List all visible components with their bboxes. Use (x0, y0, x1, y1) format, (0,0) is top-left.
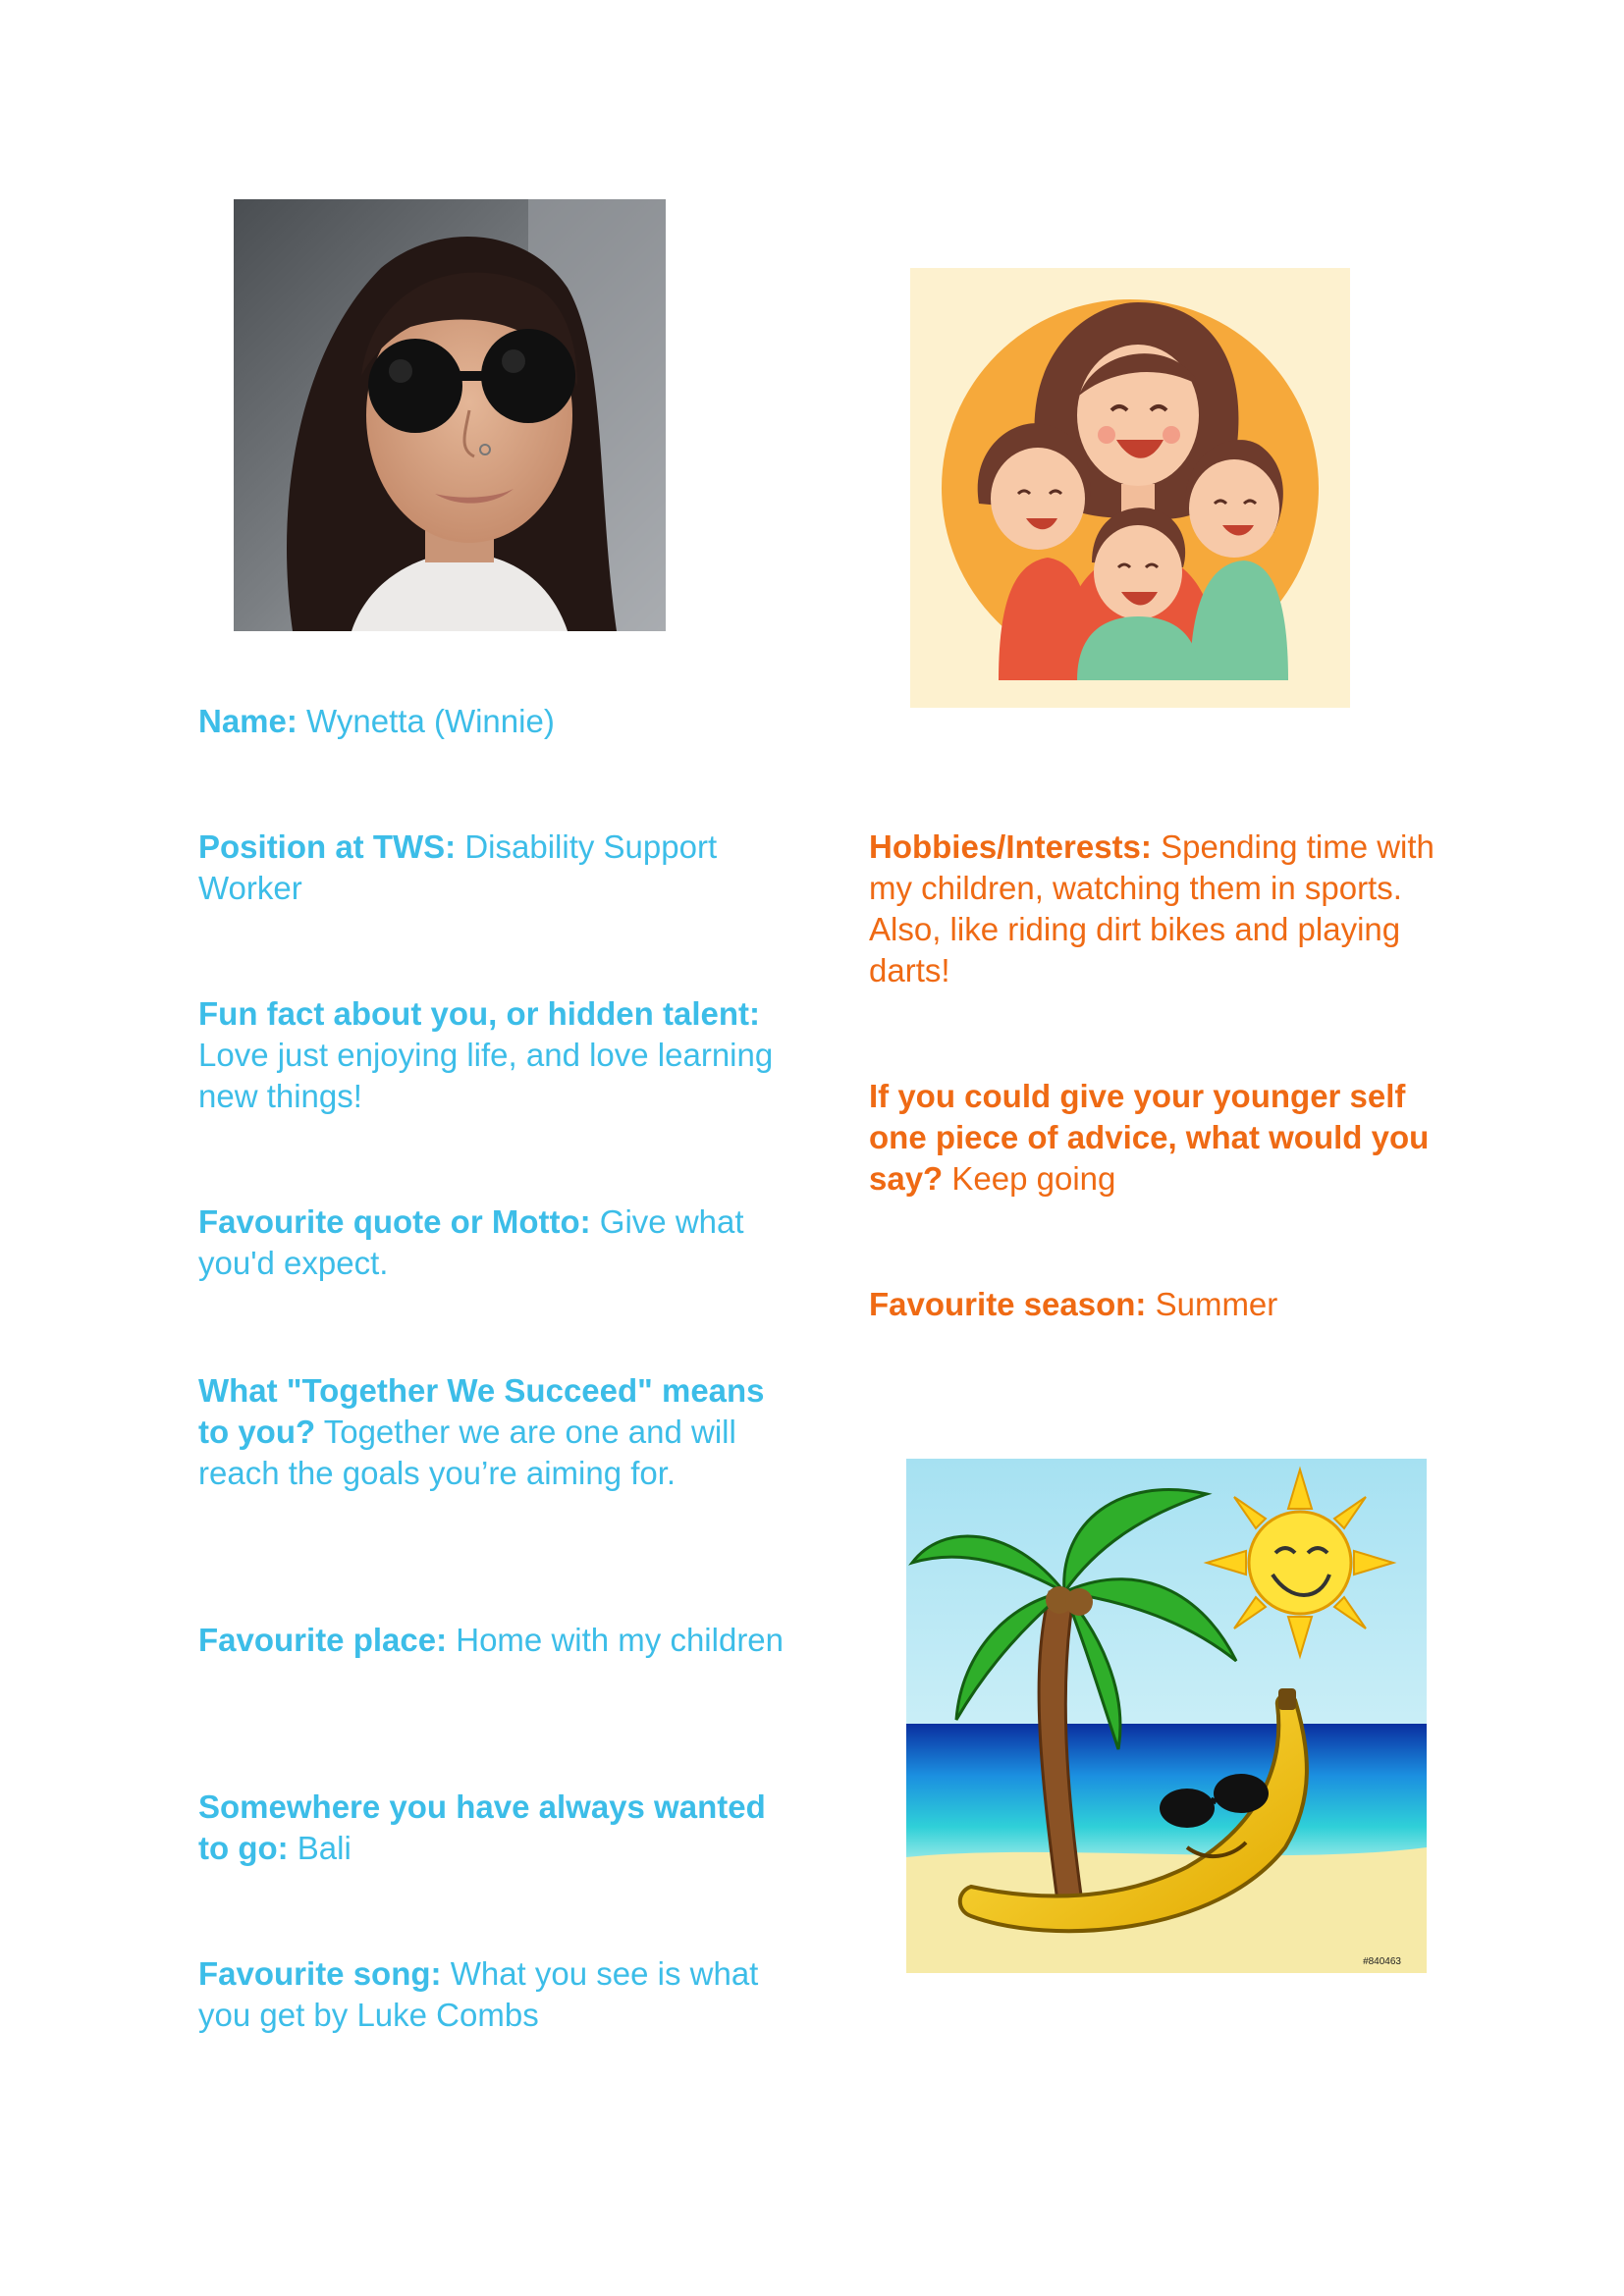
dream-label: Somewhere you have always wanted to go: (198, 1789, 766, 1866)
profile-photo (234, 199, 666, 631)
hobbies-label: Hobbies/Interests: (869, 828, 1152, 865)
name-label: Name: (198, 703, 298, 739)
position-field (198, 827, 787, 909)
position-value: Disability Support Worker (198, 828, 718, 906)
song-field (198, 1953, 787, 2036)
fun-fact-label: Fun fact about you, or hidden talent: (198, 995, 760, 1032)
together-label: What "Together We Succeed" means to you? (198, 1372, 765, 1450)
advice-label: If you could give your younger self one piece of advice, what would you say? (869, 1078, 1430, 1197)
song-value: What you see is what you get by Luke Combs (198, 1955, 759, 2033)
image-id-badge: #840463 (1363, 1956, 1401, 1967)
summer-illustration (902, 1455, 1431, 1977)
together-field (198, 1370, 787, 1494)
motto-value: Give what you'd expect. (198, 1203, 744, 1281)
name-value: Wynetta (Winnie) (297, 703, 555, 739)
motto-field (198, 1201, 787, 1284)
hobbies-field (869, 827, 1438, 991)
dream-destination-field (198, 1787, 787, 1869)
advice-field (869, 1076, 1458, 1200)
song-label: Favourite song: (198, 1955, 442, 1992)
place-field (198, 1620, 787, 1661)
fun-fact-field (198, 993, 787, 1117)
name-field (198, 701, 787, 742)
together-value: Together we are one and will reach the goals you’re aiming for. (198, 1414, 736, 1491)
place-label: Favourite place: (198, 1622, 448, 1658)
position-label: Position at TWS: (198, 828, 457, 865)
season-value: Summer (1146, 1286, 1278, 1322)
season-label: Favourite season: (869, 1286, 1147, 1322)
hobbies-value: Spending time with my children, watching them in sports. Also, like riding dirt bikes and playing darts! (869, 828, 1435, 988)
family-illustration (910, 268, 1350, 708)
advice-value: Keep going (943, 1160, 1116, 1197)
dream-value: Bali (288, 1830, 352, 1866)
place-value: Home with my children (447, 1622, 785, 1658)
season-field (869, 1284, 1438, 1325)
motto-label: Favourite quote or Motto: (198, 1203, 591, 1240)
fun-fact-value: Love just enjoying life, and love learning new things! (198, 1037, 774, 1114)
